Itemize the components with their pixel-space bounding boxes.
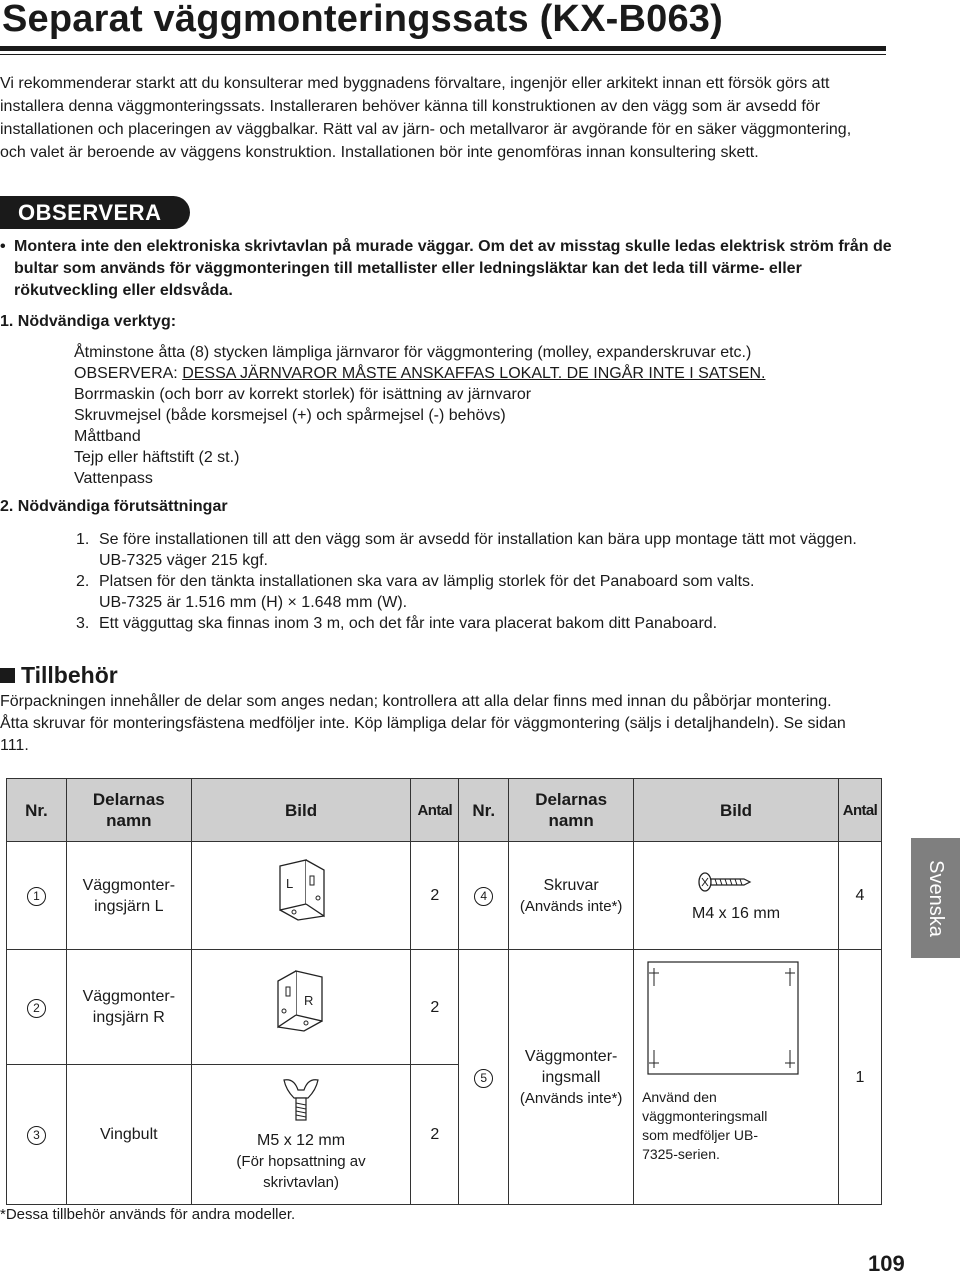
bullet-glyph: •: [0, 238, 6, 255]
prereq-number: 3.: [76, 615, 90, 632]
screw-icon: [696, 867, 776, 897]
bracket-glyph: R: [304, 993, 314, 1008]
parts-table: [6, 778, 882, 1205]
row-number: [459, 950, 509, 1205]
row-number: [459, 842, 509, 950]
prereq-number: 1.: [76, 531, 90, 548]
observera-badge: OBSERVERA: [0, 196, 190, 229]
header-qty: Antal: [838, 779, 881, 842]
tools-item: Borrmaskin (och borr av korrekt storlek) för isättning av järnvaror: [74, 386, 532, 403]
tools-item: Måttband: [74, 428, 141, 445]
part-caption: M5 x 12 mm: [257, 1132, 346, 1149]
part-name: [509, 842, 634, 950]
template-sheet-icon: [642, 960, 812, 1080]
title-rule-thick: [0, 46, 886, 51]
table-header-row: [7, 779, 882, 842]
row-number: [7, 950, 67, 1065]
header-nr: Nr.: [7, 779, 67, 842]
part-qty: 2: [411, 1065, 459, 1205]
part-caption: (För hopsattning av: [236, 1153, 366, 1170]
prereq-extra: UB-7325 är 1.516 mm (H) × 1.648 mm (W).: [99, 594, 408, 611]
tools-item: Vattenpass: [74, 470, 153, 487]
intro-paragraph: Vi rekommenderar starkt att du konsulterar med byggnadens förvaltare, ingenjör eller arkitekt innan ett försök görs att installera denna väggmonteringssats. Installeraren behöver känna till konstruktionen av den vägg som är avsedd för installationen och placeringen av väggbalkar. Rätt val av järn- och metallvaror är avgörande för en säker väggmontering, och valet är beroende av väggens konstruktion. Installationen bör inte genomföras innan konsultering skett.: [0, 75, 852, 161]
tools-list: [74, 342, 874, 489]
part-name-line: Väggmonter-: [82, 988, 176, 1005]
language-tab-label: Svenska: [925, 859, 947, 937]
tools-line: Åtminstone åtta (8) stycken lämpliga järnvaror för väggmontering (molley, expanderskruvar etc.): [74, 344, 752, 361]
circled-number: 4: [474, 887, 493, 906]
part-image: [634, 950, 839, 1205]
prereq-text: Se före installationen till att den vägg som är avsedd för installation kan bära upp montage tätt mot väggen.: [99, 531, 857, 548]
accessories-paragraph: Förpackningen innehåller de delar som anges nedan; kontrollera att alla delar finns med innan du påbörjar montering. Åtta skruvar för monteringsfästena medföljer inte. Köp lämpliga delar för väggmontering (säljs i detaljhandeln). Se sidan 111.: [0, 693, 846, 754]
part-image: [634, 842, 839, 950]
tools-item: Skruvmejsel (både korsmejsel (+) och spårmejsel (-) behövs): [74, 407, 506, 424]
square-bullet-icon: [0, 668, 15, 683]
prereq-item: [76, 613, 896, 634]
header-qty: Antal: [411, 779, 459, 842]
part-name-line: ingsjärn R: [92, 1009, 165, 1026]
part-name-line: Väggmonter-: [82, 876, 176, 894]
row-number: [7, 842, 67, 950]
tools-item: Tejp eller häftstift (2 st.): [74, 449, 240, 466]
part-name: [509, 950, 634, 1205]
prereq-text: Ett vägguttag ska finnas inom 3 m, och det får inte vara placerat bakom ditt Panaboard.: [99, 615, 718, 632]
part-name-line: ingsjärn L: [94, 897, 164, 915]
part-qty: 2: [411, 842, 459, 950]
prereq-extra: UB-7325 väger 215 kgf.: [99, 552, 268, 569]
prereq-list: [76, 529, 896, 634]
tools-warning-prefix: OBSERVERA:: [74, 365, 183, 382]
header-name: [66, 779, 191, 842]
circled-number: 3: [27, 1126, 46, 1145]
header-image: Bild: [634, 779, 839, 842]
tools-heading: 1. Nödvändiga verktyg:: [0, 313, 177, 330]
header-name-line: Delarnas: [92, 790, 165, 809]
part-name-line: Skruvar: [543, 876, 599, 894]
language-tab: [911, 838, 960, 958]
part-image: [191, 950, 411, 1065]
part-name-line: ingsmall: [541, 1068, 601, 1086]
prereq-heading: 2. Nödvändiga förutsättningar: [0, 498, 228, 515]
part-name: [66, 950, 191, 1065]
prereq-number: 2.: [76, 573, 90, 590]
page-number: 109: [868, 1251, 905, 1276]
circled-number: 1: [27, 887, 46, 906]
header-name-line: Delarnas: [535, 790, 608, 809]
part-name: [66, 842, 191, 950]
accessories-heading-text: Tillbehör: [21, 662, 118, 688]
observera-text: [0, 236, 900, 302]
bracket-r-icon: [266, 969, 336, 1039]
prereq-item: [76, 529, 896, 571]
bracket-l-icon: [266, 858, 336, 928]
table-row: [7, 950, 882, 1065]
circled-number: 2: [27, 999, 46, 1018]
part-caption: skrivtavlan): [263, 1174, 339, 1191]
footnote: *Dessa tillbehör används för andra modeller.: [0, 1206, 296, 1223]
page-title: Separat väggmonteringssats (KX-B063): [2, 0, 723, 40]
part-qty: 4: [838, 842, 881, 950]
row-number: [7, 1065, 67, 1205]
header-name-line: namn: [106, 811, 152, 830]
accessories-heading: [0, 662, 118, 689]
tools-warning-underlined: DESSA JÄRNVAROR MÅSTE ANSKAFFAS LOKALT. DE INGÅR INTE I SATSEN.: [182, 365, 766, 382]
circled-number: 5: [474, 1069, 493, 1088]
part-caption: M4 x 16 mm: [692, 905, 781, 922]
table-row: [7, 842, 882, 950]
part-name: Vingbult: [66, 1065, 191, 1205]
header-nr: Nr.: [459, 779, 509, 842]
title-rule-thin: [0, 54, 886, 55]
bracket-glyph: L: [286, 875, 294, 891]
observera-body: Montera inte den elektroniska skrivtavlan på murade väggar. Om det av misstag skulle ledas elektrisk ström från de bultar som används för väggmonteringen till metallister eller ledningsläktar kan det leda till värme- eller rökutveckling eller eldsvåda.: [14, 238, 892, 299]
prereq-item: [76, 571, 896, 613]
wing-bolt-icon: [276, 1076, 326, 1124]
prereq-text: Platsen för den tänkta installationen ska vara av lämplig storlek för det Panaboard som valts.: [99, 573, 755, 590]
part-image: [191, 1065, 411, 1205]
part-name-line: Väggmonter-: [524, 1047, 618, 1065]
part-image: [191, 842, 411, 950]
header-image: Bild: [191, 779, 411, 842]
part-qty: 2: [411, 950, 459, 1065]
template-note: Använd den väggmonteringsmall som medföljer UB-7325-serien.: [642, 1089, 768, 1162]
header-name-line: namn: [548, 811, 594, 830]
part-note: (Används inte*): [519, 897, 623, 915]
tools-warning: [74, 363, 874, 384]
part-qty: 1: [838, 950, 881, 1205]
header-name: [509, 779, 634, 842]
part-note: (Används inte*): [519, 1089, 623, 1107]
